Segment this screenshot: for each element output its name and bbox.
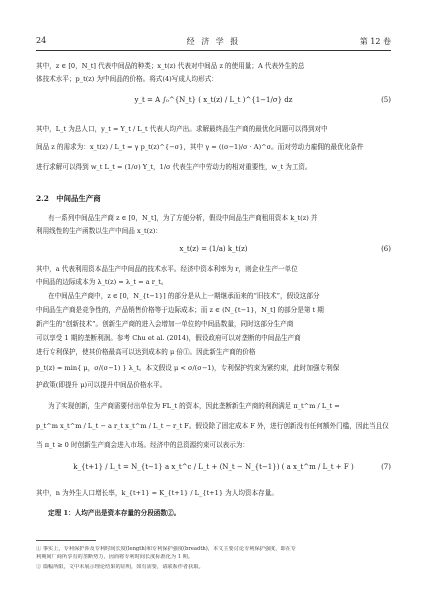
text-line: 其中，L_t 为总人口，y_t = Y_t / L_t 代表人均产出。求解最终品生产商的最优化问题可以得到对中 <box>36 125 328 133</box>
page-number: 24 <box>36 36 47 45</box>
text-line: 间品 z 的需求为：x_t(z) / L_t = γ p_t(z)^{−σ}，其中 γ = ((σ−1)/σ · A)^σ。而对劳动力雇佣的最优化条件 <box>36 143 364 151</box>
equation-6: x_t(z) = (1/a) k_t(z) <box>179 245 248 253</box>
equation-number: (7) <box>381 463 391 471</box>
text-line: 进行求解可以得到 w_t L_t = (1/σ) Y_t，1/σ 代表生产中劳动力的相对重要性，w_t 为工资。 <box>36 163 312 171</box>
equation-7: k_{t+1} / L_t = N_{t−1} a x_t^c / L_t + (N_t − N_{t−1}) ( a x_t^m / L_t + F ) <box>73 463 354 471</box>
running-header <box>36 36 391 48</box>
section-title: 2.2 中间品生产商 <box>36 194 101 203</box>
text-line: 体技术水平；p_t(z) 为中间品的价格。将式(4)写成人均形式： <box>36 75 218 83</box>
text-line: 当 π_t ≥ 0 时创新生产商会进入市场。经济中的总资源约束可以表示为： <box>36 441 250 449</box>
text-line: 其中，n 为外生人口增长率，k_{t+1} = K_{t+1} / L_{t+1} 为人均资本存量。 <box>36 489 278 497</box>
footnote-rule <box>36 540 96 541</box>
text-line: 可以享受 1 期的垄断利润。参考 Chu et al. (2014)，假设政府可以对垄断的中间品生产商 <box>36 334 301 342</box>
equation-number: (5) <box>381 96 391 104</box>
journal-title: 经 济 学 报 <box>186 37 241 46</box>
text-line: 为了实现创新，生产商需要付出单位为 FL_t 的资本，因此垄断新生产商的利润满足 π_t^m / L_t = <box>48 402 340 410</box>
text-line: 有一系列中间品生产商 z ∈ [0，N_t]，为了方便分析，假设中间品生产商租用资本 k_t(z) 并 <box>48 214 318 222</box>
text-line: p_t^m x_t^m / L_t − a r_t x_t^m / L_t − r_t F。假设除了固定成本 F 外，进行创新没有任何额外门槛，因此当且仅 <box>36 422 389 430</box>
text-line: 中间品生产商是竞争性的，产品销售价格等于边际成本；而 z ∈ (N_{t−1}，N_t] 的部分是第 t 期 <box>36 306 324 314</box>
footnote-1-continued: 利期间厂商所享有的垄断势力，因而将专利时间长度标准化为 1 期。 <box>36 554 194 560</box>
text-line: 护政策(即提升 μ)可以提升中间品价格水平。 <box>36 381 167 389</box>
text-line: 其中，z ∈ [0，N_t] 代表中间品的种类；x_t(z) 代表对中间品 z 的使用量；A 代表外生的总 <box>36 62 305 70</box>
footnote-1: ① 事实上，专利保护涉及专利时间长度(length)和专利保护强度(breadth)，本文主要讨论专利保护强度，即在专 <box>36 546 296 552</box>
text-line: 其中，a 代表利用资本品生产中间品的技术水平。经济中资本利率为 r，则企业生产一单位 <box>36 265 298 273</box>
equation-number: (6) <box>381 245 391 253</box>
text-line: 进行专利保护，使其价格最高可以达到成本的 μ 倍①。因此新生产商的价格 <box>36 348 256 356</box>
header-rule <box>36 50 391 51</box>
text-line: 新产生的“创新技术”。创新生产商的进入会增加一单位的中间品数量，同时这部分生产商 <box>36 320 294 328</box>
text-line: p_t(z) = min{ μ，σ/(σ−1) } λ_t。本文假设 μ < σ/(σ−1)，专利保护约束为紧约束，此时加强专利保 <box>36 364 340 372</box>
theorem-statement: 定理 1：人均产出是资本存量的分段函数②。 <box>48 509 181 517</box>
equation-5: y_t = A ∫₀^{N_t} ( x_t(z) / L_t )^{1−1/σ} dz <box>134 96 293 104</box>
text-line: 利用线性的生产函数以生产中间品 x_t(z)： <box>36 227 162 235</box>
footnote-2: ② 篇幅所限，文中未展示理论结果的证明，如有需要，请联系作者获取。 <box>36 564 204 570</box>
text-line: 在中间品生产商中，z ∈ [0，N_{t−1}] 的部分是从上一期继承而来的“旧技术”，假设这部分 <box>48 292 320 300</box>
volume-label: 第 12 卷 <box>359 37 391 46</box>
text-line: 中间品的边际成本为 λ_t(z) = λ_t = a r_t。 <box>36 278 168 286</box>
